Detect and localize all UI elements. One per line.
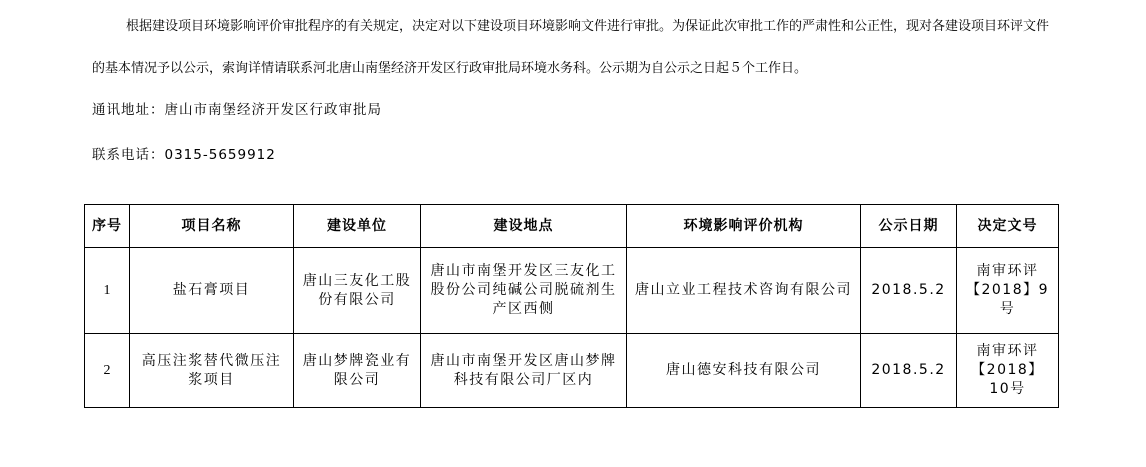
project-notice-table [84, 204, 1059, 408]
cell-decision-doc: 南审环评【2018】10号 [957, 334, 1059, 408]
header-project-name: 项目名称 [130, 205, 294, 248]
intro-paragraph-text: 根据建设项目环境影响评价审批程序的有关规定，决定对以下建设项目环境影响文件进行审批。为保证此次审批工作的严肃性和公正性，现对各建设项目环评文件的基本情况予以公示，索询详情请联系河北唐山南堡经济开发区行政审批局环境水务科。公示期为自公示之日起５个工作日。 [92, 19, 1050, 76]
header-decision-doc: 决定文号 [957, 205, 1059, 248]
cell-decision-doc: 南审环评【2018】9号 [957, 248, 1059, 334]
phone-label: 联系电话： [92, 147, 165, 163]
table-header-row [85, 205, 1059, 248]
cell-project-name: 盐石膏项目 [130, 248, 294, 334]
cell-project-name: 高压注浆替代微压注浆项目 [130, 334, 294, 408]
cell-notice-date: 2018.5.2 [861, 248, 957, 334]
table-row [85, 334, 1059, 408]
cell-location: 唐山市南堡开发区三友化工股份公司纯碱公司脱硫剂生产区西侧 [421, 248, 627, 334]
address-line [92, 98, 382, 118]
phone-line [92, 143, 276, 163]
address-label: 通讯地址： [92, 102, 165, 118]
cell-construction-unit: 唐山梦牌瓷业有限公司 [294, 334, 421, 408]
cell-construction-unit: 唐山三友化工股份有限公司 [294, 248, 421, 334]
cell-no: 1 [85, 248, 130, 334]
header-notice-date: 公示日期 [861, 205, 957, 248]
cell-eia-agency: 唐山立业工程技术咨询有限公司 [627, 248, 861, 334]
cell-eia-agency: 唐山德安科技有限公司 [627, 334, 861, 408]
address-value: 唐山市南堡经济开发区行政审批局 [164, 102, 382, 118]
header-no: 序号 [85, 205, 130, 248]
header-eia-agency: 环境影响评价机构 [627, 205, 861, 248]
phone-value: 0315-5659912 [164, 147, 276, 163]
cell-notice-date: 2018.5.2 [861, 334, 957, 408]
cell-no: 2 [85, 334, 130, 408]
cell-location: 唐山市南堡开发区唐山梦牌科技有限公司厂区内 [421, 334, 627, 408]
intro-paragraph [92, 6, 1052, 90]
table-row [85, 248, 1059, 334]
header-location: 建设地点 [421, 205, 627, 248]
header-construction-unit: 建设单位 [294, 205, 421, 248]
